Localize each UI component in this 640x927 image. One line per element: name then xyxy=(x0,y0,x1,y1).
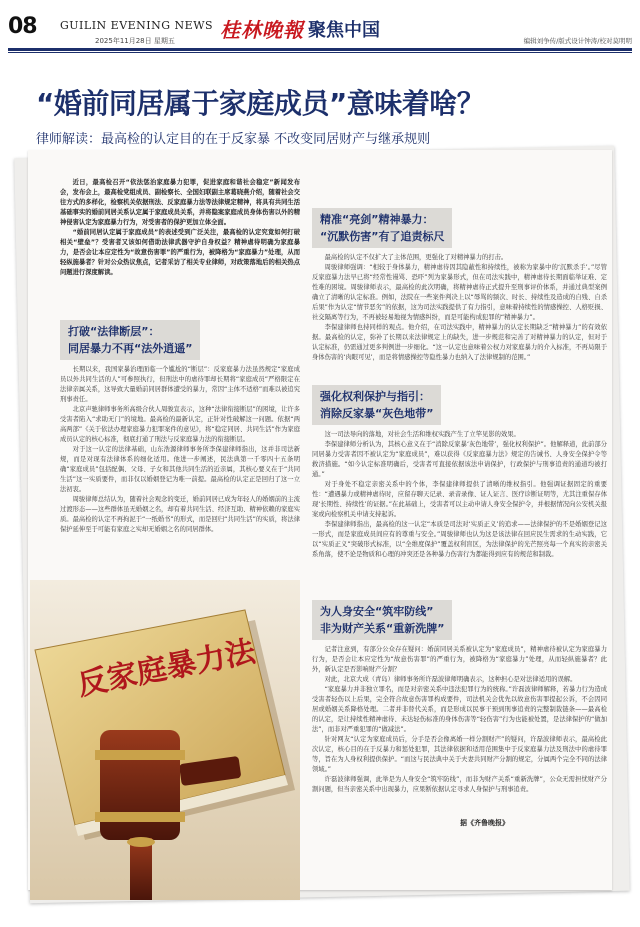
gavel-head xyxy=(100,730,180,840)
section-1-paragraph: 长期以来，我国家暴治理面临一个尴尬的“断层”：反家庭暴力法虽然规定“家庭成员以外共同生活的人”可参照执行，但刑法中的虐待罪却长期将“家庭成员”严格限定在法律亲属关系，这导致大量婚前同居群体遭受的暴力，常因“主体不适格”而难以被追究刑事责任。 xyxy=(60,366,300,403)
section-4-heading-line1: 为人身安全“筑牢防线” xyxy=(320,605,434,618)
section-3-paragraph: 对于身处不稳定亲密关系中的个体，李保建律师提供了清晰的维权指引。他强调证据固定的重要性：“遭遇暴力或精神虐待时，应留存聊天记录、录音录像、证人证言、医疗诊断证明等，尤其注重保存体现‘长期性、持续性’的证据。”在此基础上，受害者可以主动申请人身安全保护令，并根据情况向公安机关报案或向检察机关申请支持起诉。 xyxy=(312,481,607,518)
issue-date: 2025年11月28日 xyxy=(95,37,152,45)
law-book-title: 反家庭暴力法 xyxy=(74,634,259,703)
section-3-paragraph: 这一司法导向的落地，对社会生活和维权实践产生了立竿见影的效果。 xyxy=(324,431,520,438)
issue-date-line xyxy=(95,36,175,46)
section-1-heading xyxy=(60,320,200,360)
section-title: 聚焦中国 xyxy=(308,20,380,41)
section-3-paragraph: 李保建律师分析认为，其核心意义在于“消除反家暴‘灰色地带’，强化权利保护”。他解释道，此前部分同居暴力受害者因不被认定为“家庭成员”，难以获得《反家庭暴力法》规定的告诫书、人身安全保护令等救济措施。“如今认定标准明确后，受害者可直接依据该法申请保护，行政保护与刑事追责的通道均被打通。” xyxy=(312,441,607,478)
section-4-paragraph: 记者注意到，有部分公众存在疑问：婚前同居关系被认定为“家庭成员”，精神虐待被认定为家庭暴力行为，是否会让本应定性为“故意伤害罪”的严重行为，被降格为“家庭暴力”处理，从而轻纵施暴者？此外，新认定是否影响财产分割？ xyxy=(312,646,607,673)
intro-paragraph: 近日，最高检召开“依法惩治家庭暴力犯罪，促进家庭和谐社会稳定”新闻发布会，发布会上，最高检党组成员、副检察长、全国妇联副主席葛晓燕介绍，随着社会交往方式的多样化，检察机关依据刑法、反家庭暴力法等法律规定精神，将具有共同生活基础事实的婚前同居关系认定属于家庭成员关系，并将隐案家庭成员身体伤害以外的精神侵害认定为家庭暴力行为，对受害者的保护更加立体全面。 xyxy=(60,179,300,226)
section-3 xyxy=(312,385,607,560)
intro-paragraph: “婚前同居认定属于家庭成员”的表述受到广泛关注，最高检的认定究竟如何打破相关“壁垒”？受害者又该如何借助法律武器守护自身权益？精神虐待明确为家庭暴力，是否会让本应定性为“故意伤害罪”的严重行为，被降格为“家庭暴力”处理，从而轻纵施暴者？针对公众热议焦点，记者采访了相关专业律师，对政策落地后的相关热点问题进行深度解读。 xyxy=(60,229,300,276)
gavel-handle xyxy=(130,838,152,900)
section-2-heading-line1: 精准“亮剑”精神暴力： xyxy=(320,213,434,226)
headline: “婚前同居属于家庭成员”意味着啥？ xyxy=(36,87,485,120)
gavel-handle-collar xyxy=(127,837,155,847)
intro xyxy=(60,178,300,278)
issue-weekday: 星期五 xyxy=(153,37,175,45)
section-3-heading-line1: 强化权利保护与指引： xyxy=(320,390,430,403)
gavel-band-top xyxy=(95,750,185,760)
page-number: 08 xyxy=(8,14,37,39)
section-1-paragraph: 北京声驰律师事务所高级合伙人周骏宣表示，这种“法律衔接断层”的困境，让许多受害者陷入“求助无门”的境地。最高检的最新认定，正针对性破解这一问题。依据“两高两部”《关于依法办理家庭暴力犯罪案件的意见》，将“稳定同居、共同生活”作为家庭成员认定的核心标准，彻底打通了刑法与反家庭暴力法的衔接断层。 xyxy=(60,406,300,443)
section-1 xyxy=(60,320,300,535)
section-2-heading-line2: “沉默伤害”有了追责标尺 xyxy=(320,230,445,243)
law-book-gavel-illustration xyxy=(30,580,300,900)
section-4-heading xyxy=(312,600,452,640)
section-2-heading xyxy=(312,208,452,248)
section-1-body xyxy=(60,365,300,535)
editor-credits: 编辑刘争传/版式设计钟涛/校对莫明明 xyxy=(523,37,632,45)
section-2-paragraph: 最高检的认定不仅扩大了主体范围，更强化了对精神暴力的打击。 xyxy=(324,254,508,261)
section-4-body xyxy=(312,645,607,795)
section-4-heading-line2: 非为财产关系“重新洗牌” xyxy=(320,622,445,635)
paper-name-en: GUILIN EVENING NEWS xyxy=(60,19,214,32)
section-3-paragraph: 李保建律师指出，最高检的这一认定“本质是司法对‘实质正义’的追求——法律保护的不是婚姻登记这一形式，而是家庭成员间应有的尊重与安全。”周骏律师也认为这是该法律在回应民生需求的生动实践，它以“实质正义”突破形式标准，以“全维度保护”覆盖权利盲区，为法律保护的光芒照亮每一个真实的亲密关系角落，使不论是物质和心理的冲突还是各种暴力伤害行为都能得到应有的规范和制裁。 xyxy=(312,521,607,558)
section-1-paragraph: 周骏律师总结认为，随着社会观念的变迁，婚前同居已成为年轻人的婚姻前的主流过渡形态——这些群体虽无婚姻之名，却有着共同生活、经济互助、精神依赖的家庭实质。最高检的认定不再拘泥于“一纸婚书”的形式，而是回归“共同生活”的实质，将法律保护延伸至于可能有家庭之实却无婚姻之名的同居群体。 xyxy=(60,496,300,533)
section-1-paragraph: 对于这一认定的法律基础，山东浩源律师事务所李保建律师指出，这并非司法新规，而是对现有法律体系的细化适用。他进一步阐述，民法典第一千零四十五条明确“家庭成员”包括配偶、父母、子女和其他共同生活的近亲属，其核心要义在于“共同生活”这一实质要件，而非仅以婚姻登记为唯一前提。最高检的认定正是回归了这一立法初衷。 xyxy=(60,446,300,493)
section-1-heading-line2: 同居暴力不再“法外逍遥” xyxy=(68,342,193,355)
masthead-rule-thin xyxy=(8,52,632,53)
section-1-heading-line1: 打破“法律断层”： xyxy=(68,325,160,338)
section-3-heading-line2: 消除反家暴“灰色地带” xyxy=(320,407,434,420)
section-3-body xyxy=(312,430,607,560)
section-4 xyxy=(312,600,607,795)
section-4-paragraph: 针对网友“认定为家庭成员后，分手是否会像离婚一样分割财产”的疑问，许磊波律师表示，最高检此次认定，核心目的在于反暴力和惩处犯罪，其法律依据和适用范围集中于反家庭暴力法及刑法中的虐待罪等，旨在为人身权利提供保护。“而这与民法典中关于夫妻共同财产分割的规定，分属两个完全不同的法律领域。” xyxy=(312,736,607,773)
masthead xyxy=(0,0,640,48)
section-4-paragraph: “家庭暴力并非独立罪名，而是对亲密关系中违法犯罪行为的统称。”许磊波律师解释，若暴力行为造成受害者轻伤以上后果，完全符合故意伤害罪构成要件，司法机关会优先以故意伤害罪提起公诉，不会因同居或婚姻关系降格处理。二者并非替代关系，而是形成以民事干预到刑事追责的完整制裁链条——最高检的认定，是让持续性精神虐待、未达轻伤标准的身体伤害等“轻伤害”行为也能被处置，是法律保护的“做加法”，而非对严重犯罪的“做减法”。 xyxy=(312,686,607,733)
law-book-gavel-photo xyxy=(30,580,300,900)
section-4-paragraph: 许磊波律师强调，此举是为人身安全“筑牢防线”，而非为财产关系“重新洗牌”，公众无需担忧财产分割问题，但当亲密关系中出现暴力，应果断依据认定寻求人身保护与刑事追责。 xyxy=(312,776,607,793)
source-credit: 据《齐鲁晚报》 xyxy=(460,819,509,827)
gavel-band-bottom xyxy=(95,812,185,822)
section-2 xyxy=(312,208,607,363)
subheadline: 律师解读：最高检的认定目的在于反家暴 不改变同居财产与继承规则 xyxy=(36,132,431,147)
section-2-paragraph: 周骏律师强调：“相较于身体暴力，精神虐待因其隐蔽性和持续性，被称为家暴中的‘沉默杀手’。”尽管反家庭暴力法早已将“经常性谩骂、恐吓”列为家暴形式，但在司法实践中，精神虐待长期面临举证难、定性难的困境。周骏律师表示，最高检的此次明确，将精神虐待正式提升至刑事评价体系，并通过典型案例确立了清晰的认定标准。例如，法院在一些案件判决上以“辱骂的频次、时长、持续性及造成的自残、自杀后果”作为认定“情节恶劣”的依据，这为司法实践提供了有力指引，意味着持续性的情感操控、人格贬损、社交隔离等行为，不再被轻易地视为情感纠纷，而是可能构成犯罪的“精神暴力”。 xyxy=(312,264,607,321)
section-4-paragraph: 对此，北京大成（青岛）律师事务所许磊波律师明确表示，这种担心是对法律适用的误解。 xyxy=(324,676,577,683)
section-3-heading xyxy=(312,385,441,425)
section-2-body xyxy=(312,253,607,363)
masthead-rule xyxy=(8,48,632,51)
paper-logo: 桂林晚報 xyxy=(220,18,304,42)
section-2-paragraph: 李保建律师也持同样的观点。他介绍，在司法实践中，精神暴力的认定长期缺乏“精神暴力”的有效依据。最高检的认定，弥补了长期以来法律规定上的缺失，进一步规范和完善了对精神暴力的认定，但对于认定标准，仍需通过更多判例进一步细化。“这一认定也意味着公权力对家庭暴力的介入标准，不再局限于身体伤害的‘肉眼可见’，而是将情感操控等隐性暴力也纳入了法律规制的范围。” xyxy=(312,324,607,361)
